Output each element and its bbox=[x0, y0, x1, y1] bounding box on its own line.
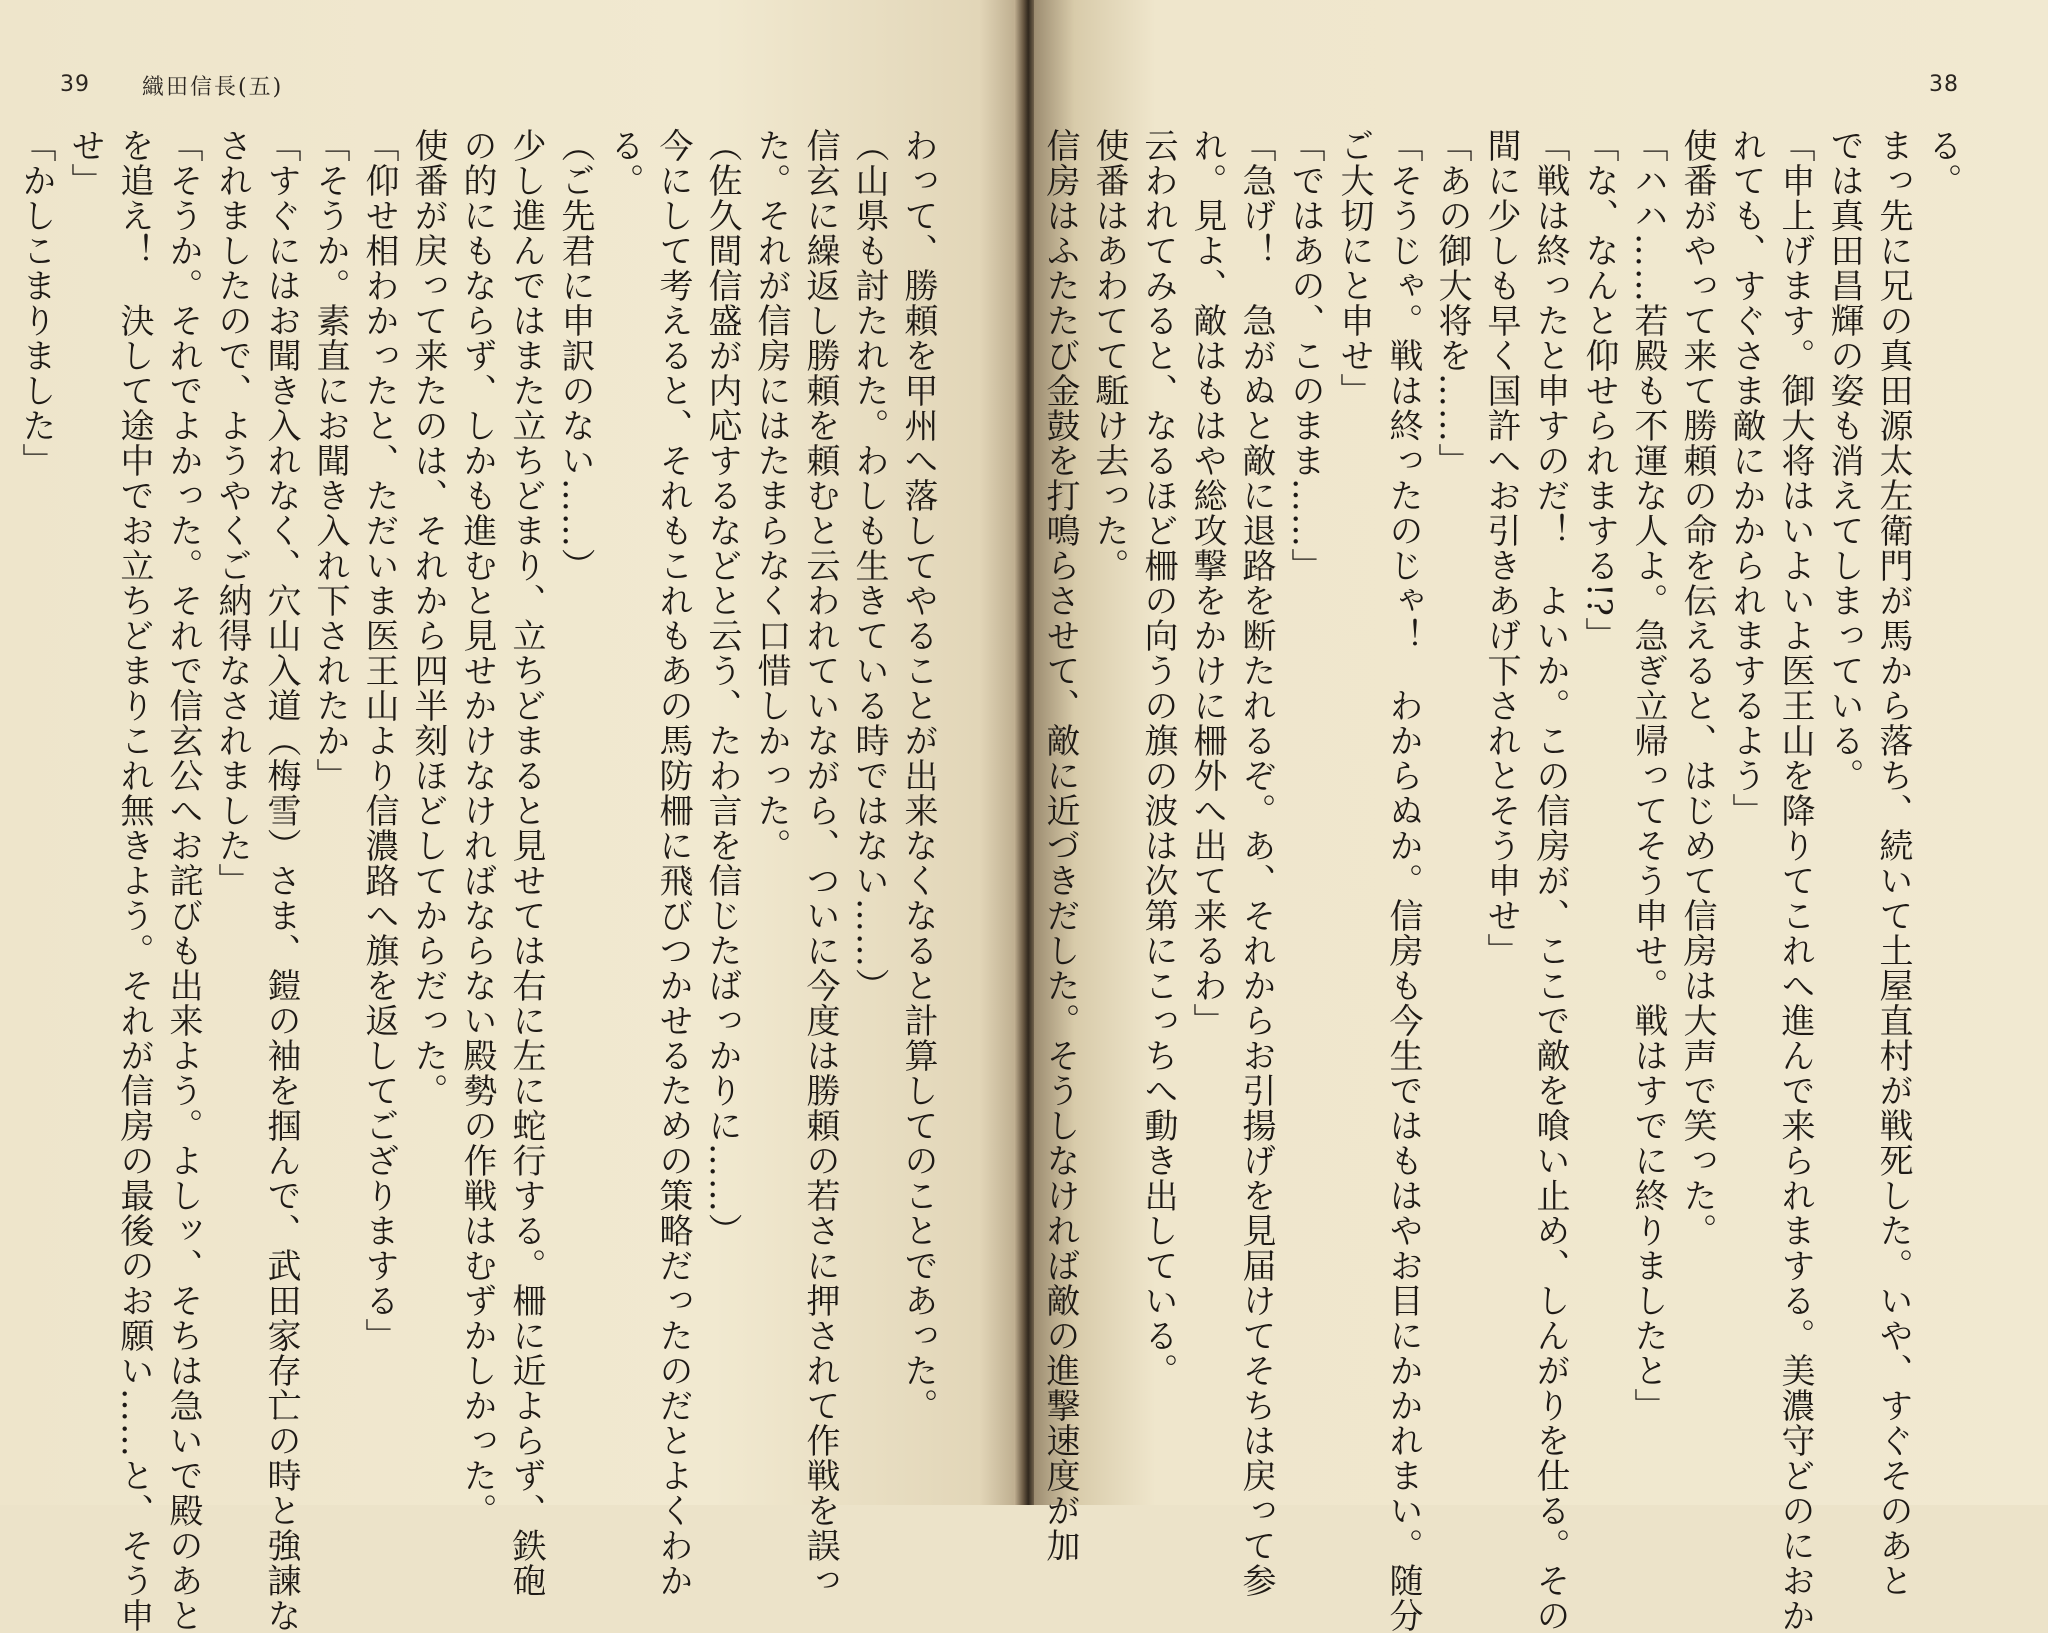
text-line: 間に少しも早く国許へお引きあげ下されとそう申せ」 bbox=[1481, 128, 1521, 968]
text-line: 「申上げます。御大将はいよいよ医王山を降りてこれへ進んで来られまする。美濃守どのにおか bbox=[1775, 128, 1815, 1633]
text-line: る。 bbox=[604, 128, 644, 198]
text-line: 「あの御大将を……」 bbox=[1432, 128, 1472, 478]
text-line: 「かしこまりました」 bbox=[16, 128, 56, 478]
text-line: （山県も討たれた。わしも生きている時ではない……） bbox=[849, 128, 889, 1003]
text-line: （佐久間信盛が内応するなどと云う、たわ言を信じたばっかりに……） bbox=[702, 128, 742, 1248]
page-number: 38 bbox=[1929, 72, 1959, 97]
text-line: 「仰せ相わかったと、ただいま医王山より信濃路へ旗を返してござりまする」 bbox=[359, 128, 399, 1353]
text-line: せ」 bbox=[65, 128, 105, 198]
text-line: 使番が戻って来たのは、それから四半刻ほどしてからだった。 bbox=[408, 128, 448, 1108]
text-line: る。 bbox=[1922, 128, 1962, 198]
text-line: の的にもならず、しかも進むと見せかけなければならない殿勢の作戦はむずかしかった。 bbox=[457, 128, 497, 1528]
right-page bbox=[1034, 0, 2048, 1633]
text-line: れても、すぐさま敵にかかられまするよう」 bbox=[1726, 128, 1766, 828]
text-line: 「な、なんと仰せられまする!?」 bbox=[1579, 128, 1619, 652]
text-line: 信玄に繰返し勝頼を頼むと云われていながら、ついに今度は勝頼の若さに押されて作戦を誤っ bbox=[800, 128, 840, 1598]
body-text bbox=[16, 128, 942, 1633]
text-line: まっ先に兄の真田源太左衛門が馬から落ち、続いて土屋直村が戦死した。いや、すぐそのあと bbox=[1873, 128, 1913, 1598]
text-line: されましたので、ようやくご納得なされました」 bbox=[212, 128, 252, 898]
text-line: 「急げ！ 急がぬと敵に退路を断たれるぞ。あ、それからお引揚げを見届けてそちは戻って参 bbox=[1236, 128, 1276, 1598]
text-line: （ご先君に申訳のない……） bbox=[555, 128, 595, 583]
body-text bbox=[1040, 128, 1966, 1633]
text-line: 「ではあの、このまま……」 bbox=[1285, 128, 1325, 583]
text-line: 信房はふたたび金鼓を打鳴らさせて、敵に近づきだした。そうしなければ敵の進撃速度が加 bbox=[1040, 128, 1080, 1563]
text-line: 「すぐにはお聞き入れなく、穴山入道（梅雪）さま、鎧の袖を掴んで、武田家存亡の時と強諫な bbox=[261, 128, 301, 1633]
text-line: た。それが信房にはたまらなく口惜しかった。 bbox=[751, 128, 791, 863]
text-line: 「そうか。素直にお聞き入れ下されたか」 bbox=[310, 128, 350, 793]
text-line: 今にして考えると、それもこれもあの馬防柵に飛びつかせるための策略だったのだとよくわか bbox=[653, 128, 693, 1598]
text-line: わって、勝頼を甲州へ落してやることが出来なくなると計算してのことであった。 bbox=[898, 128, 938, 1423]
text-line: 云われてみると、なるほど柵の向うの旗の波は次第にこっちへ動き出している。 bbox=[1138, 128, 1178, 1388]
text-line: 「そうじゃ。戦は終ったのじゃ！ わからぬか。信房も今生ではもはやお目にかかれまい。随分 bbox=[1383, 128, 1423, 1633]
text-line: 使番はあわてて駈け去った。 bbox=[1089, 128, 1129, 583]
text-line: 使番がやって来て勝頼の命を伝えると、はじめて信房は大声で笑った。 bbox=[1677, 128, 1717, 1248]
text-line: 「ハハ……若殿も不運な人よ。急ぎ立帰ってそう申せ。戦はすでに終りましたと」 bbox=[1628, 128, 1668, 1423]
text-line: ご大切にと申せ」 bbox=[1334, 128, 1374, 408]
running-title: 織田信長(五) bbox=[142, 75, 284, 100]
page-number: 39 bbox=[60, 72, 90, 97]
text-line: れ。見よ、敵はもはや総攻撃をかけに柵外へ出て来るわ」 bbox=[1187, 128, 1227, 1038]
text-line: では真田昌輝の姿も消えてしまっている。 bbox=[1824, 128, 1864, 793]
text-line: 「そうか。それでよかった。それで信玄公へお詫びも出来よう。よしッ、そちは急いで殿のあと bbox=[163, 128, 203, 1633]
text-line: 「戦は終ったと申すのだ！ よいか。この信房が、ここで敵を喰い止め、しんがりを仕る。その bbox=[1530, 128, 1570, 1633]
text-line: を追え！ 決して途中でお立ちどまりこれ無きよう。それが信房の最後のお願い……と、そう申 bbox=[114, 128, 154, 1633]
text-line: 少し進んではまた立ちどまり、立ちどまると見せては右に左に蛇行する。柵に近よらず、鉄砲 bbox=[506, 128, 546, 1598]
left-page bbox=[0, 0, 1020, 1633]
